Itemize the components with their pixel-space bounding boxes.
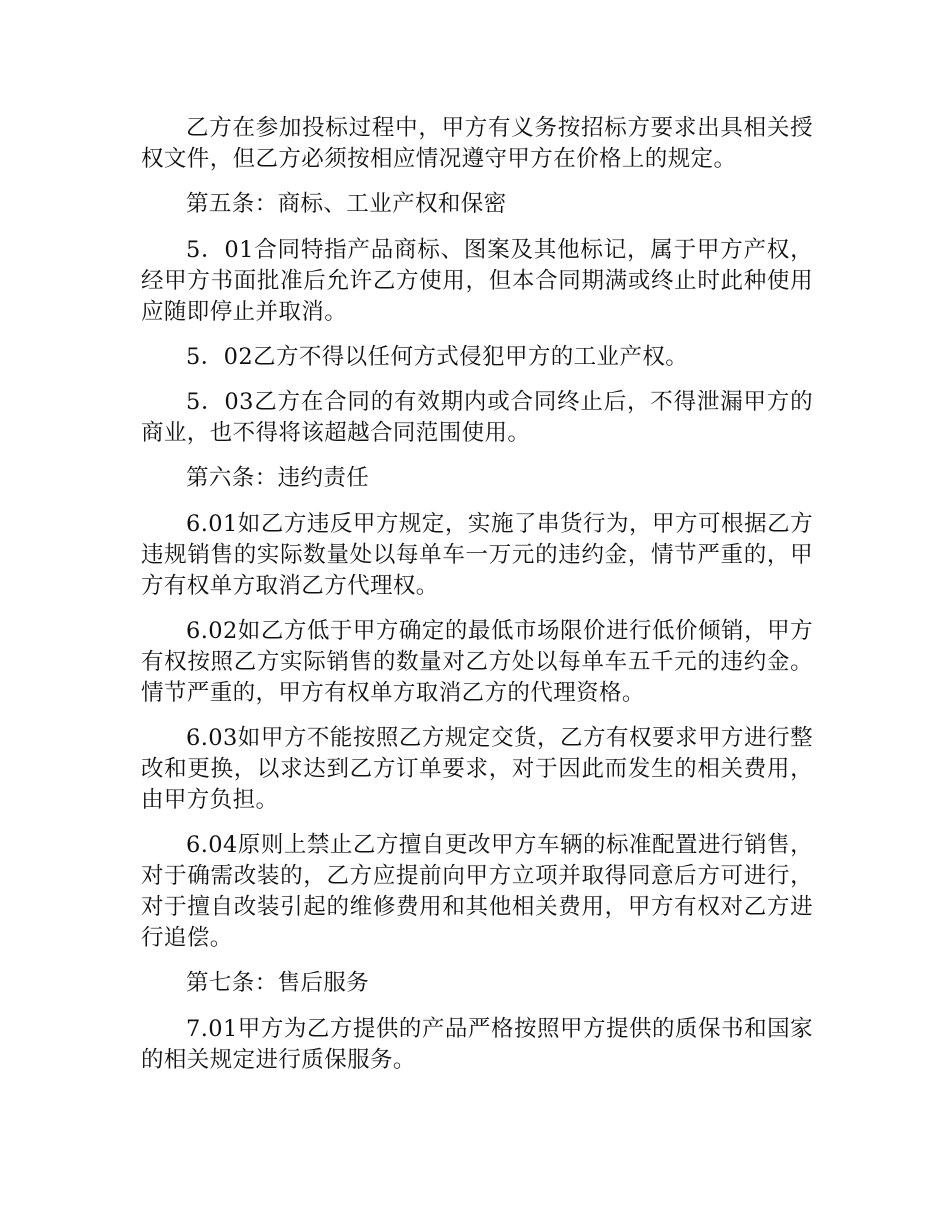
clause-5-01: 5．01合同特指产品商标、图案及其他标记，属于甲方产权，经甲方书面批准后允许乙方使用，但本合同期满或终止时此种使用应随即停止并取消。 bbox=[141, 237, 813, 325]
clause-7-01: 7.01甲方为乙方提供的产品严格按照甲方提供的质保书和国家的相关规定进行质保服务。 bbox=[141, 1016, 813, 1073]
clause-6-01: 6.01如乙方违反甲方规定，实施了串货行为，甲方可根据乙方违规销售的实际数量处以每单车一万元的违约金，情节严重的，甲方有权单方取消乙方代理权。 bbox=[141, 511, 813, 599]
document-body bbox=[141, 113, 813, 1090]
clause-6-02: 6.02如乙方低于甲方确定的最低市场限价进行低价倾销，甲方有权按照乙方实际销售的数量对乙方处以每单车五千元的违约金。情节严重的，甲方有权单方取消乙方的代理资格。 bbox=[141, 618, 813, 706]
paragraph-bidding-authorization: 乙方在参加投标过程中，甲方有义务按招标方要求出具相关授权文件，但乙方必须按相应情况遵守甲方在价格上的规定。 bbox=[141, 115, 813, 172]
clause-6-03: 6.03如甲方不能按照乙方规定交货，乙方有权要求甲方进行整改和更换，以求达到乙方订单要求，对于因此而发生的相关费用，由甲方负担。 bbox=[141, 725, 813, 813]
clause-5-02: 5．02乙方不得以任何方式侵犯甲方的工业产权。 bbox=[186, 344, 689, 370]
section-heading-article-6: 第六条：违约责任 bbox=[186, 465, 370, 491]
section-heading-article-5: 第五条：商标、工业产权和保密 bbox=[186, 191, 507, 217]
clause-5-03: 5．03乙方在合同的有效期内或合同终止后，不得泄漏甲方的商业，也不得将该超越合同范围使用。 bbox=[141, 389, 813, 446]
clause-6-04: 6.04原则上禁止乙方擅自更改甲方车辆的标准配置进行销售，对于确需改装的，乙方应提前向甲方立项并取得同意后方可进行，对于擅自改装引起的维修费用和其他相关费用，甲方有权对乙方进行追偿。 bbox=[141, 832, 813, 951]
section-heading-article-7: 第七条：售后服务 bbox=[186, 970, 370, 996]
